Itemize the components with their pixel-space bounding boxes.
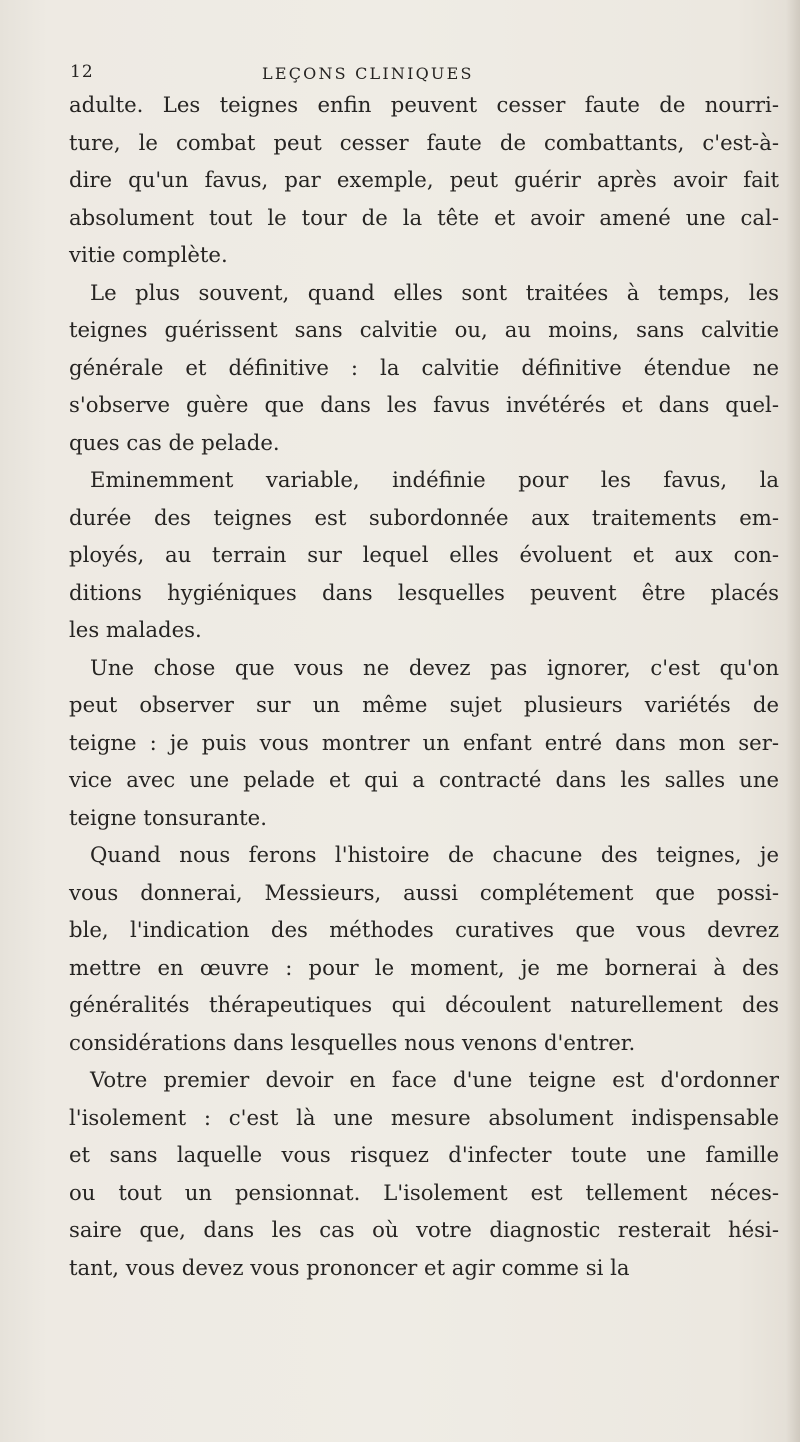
text-line: Votre premier devoir en face d'une teigne est d'ordonner (90, 1067, 779, 1092)
text-line: Le plus souvent, quand elles sont traitées à temps, les (90, 279, 779, 305)
text-line: les malades. (69, 617, 202, 642)
paragraph (69, 461, 779, 649)
text-line: considérations dans lesquelles nous venons d'entrer. (69, 1029, 636, 1055)
text-line: durée des teignes est subordonnée aux traitements em- (69, 504, 779, 530)
text-line: saire que, dans les cas où votre diagnostic resterait hési- (69, 1217, 779, 1242)
text-line: Une chose que vous ne devez pas ignorer, c'est qu'on (90, 654, 779, 680)
text-line: ques cas de pelade. (69, 429, 280, 455)
text-line: ture, le combat peut cesser faute de combattants, c'est-à- (69, 129, 779, 155)
text-line: dire qu'un favus, par exemple, peut guérir après avoir fait (69, 167, 779, 192)
text-line: Quand nous ferons l'histoire de chacune des teignes, je (90, 842, 779, 867)
text-line: s'observe guère que dans les favus invétérés et dans quel- (69, 392, 779, 417)
text-line: générale et définitive : la calvitie définitive étendue ne (69, 354, 779, 380)
text-line: tant, vous devez vous prononcer et agir comme si la (69, 1254, 630, 1280)
text-line: ble, l'indication des méthodes curatives que vous devrez (69, 917, 779, 942)
page-edge-shadow (786, 0, 800, 1442)
paragraph (69, 649, 779, 837)
text-line: vitie complète. (69, 242, 228, 267)
text-line: ditions hygiéniques dans lesquelles peuvent être placés (69, 579, 779, 605)
paragraph (69, 836, 779, 1061)
paragraph (69, 1061, 779, 1286)
text-line: teigne tonsurante. (69, 804, 267, 830)
page-number: 12 (70, 62, 94, 82)
text-line: mettre en œuvre : pour le moment, je me bornerai à des (69, 954, 779, 980)
paragraph (69, 86, 779, 274)
text-line: ployés, au terrain sur lequel elles évoluent et aux con- (69, 542, 779, 567)
text-line: vous donnerai, Messieurs, aussi complétement que possi- (69, 879, 779, 905)
text-line: absolument tout le tour de la tête et avoir amené une cal- (69, 204, 779, 230)
paragraph (69, 274, 779, 462)
text-line: Eminemment variable, indéfinie pour les favus, la (90, 467, 779, 492)
text-line: généralités thérapeutiques qui découlent naturellement des (69, 992, 779, 1017)
text-line: vice avec une pelade et qui a contracté dans les salles une (69, 767, 779, 792)
running-head (0, 62, 800, 88)
text-line: et sans laquelle vous risquez d'infecter toute une famille (69, 1142, 779, 1167)
text-line: teigne : je puis vous montrer un enfant entré dans mon ser- (69, 729, 779, 755)
text-line: adulte. Les teignes enfin peuvent cesser faute de nourri- (69, 92, 779, 117)
running-head-title: LEÇONS CLINIQUES (262, 64, 474, 83)
body-text (69, 86, 779, 1286)
text-line: l'isolement : c'est là une mesure absolument indispensable (69, 1104, 779, 1130)
text-line: ou tout un pensionnat. L'isolement est tellement néces- (69, 1179, 779, 1205)
text-line: teignes guérissent sans calvitie ou, au moins, sans calvitie (69, 317, 779, 342)
text-line: peut observer sur un même sujet plusieurs variétés de (69, 692, 779, 717)
